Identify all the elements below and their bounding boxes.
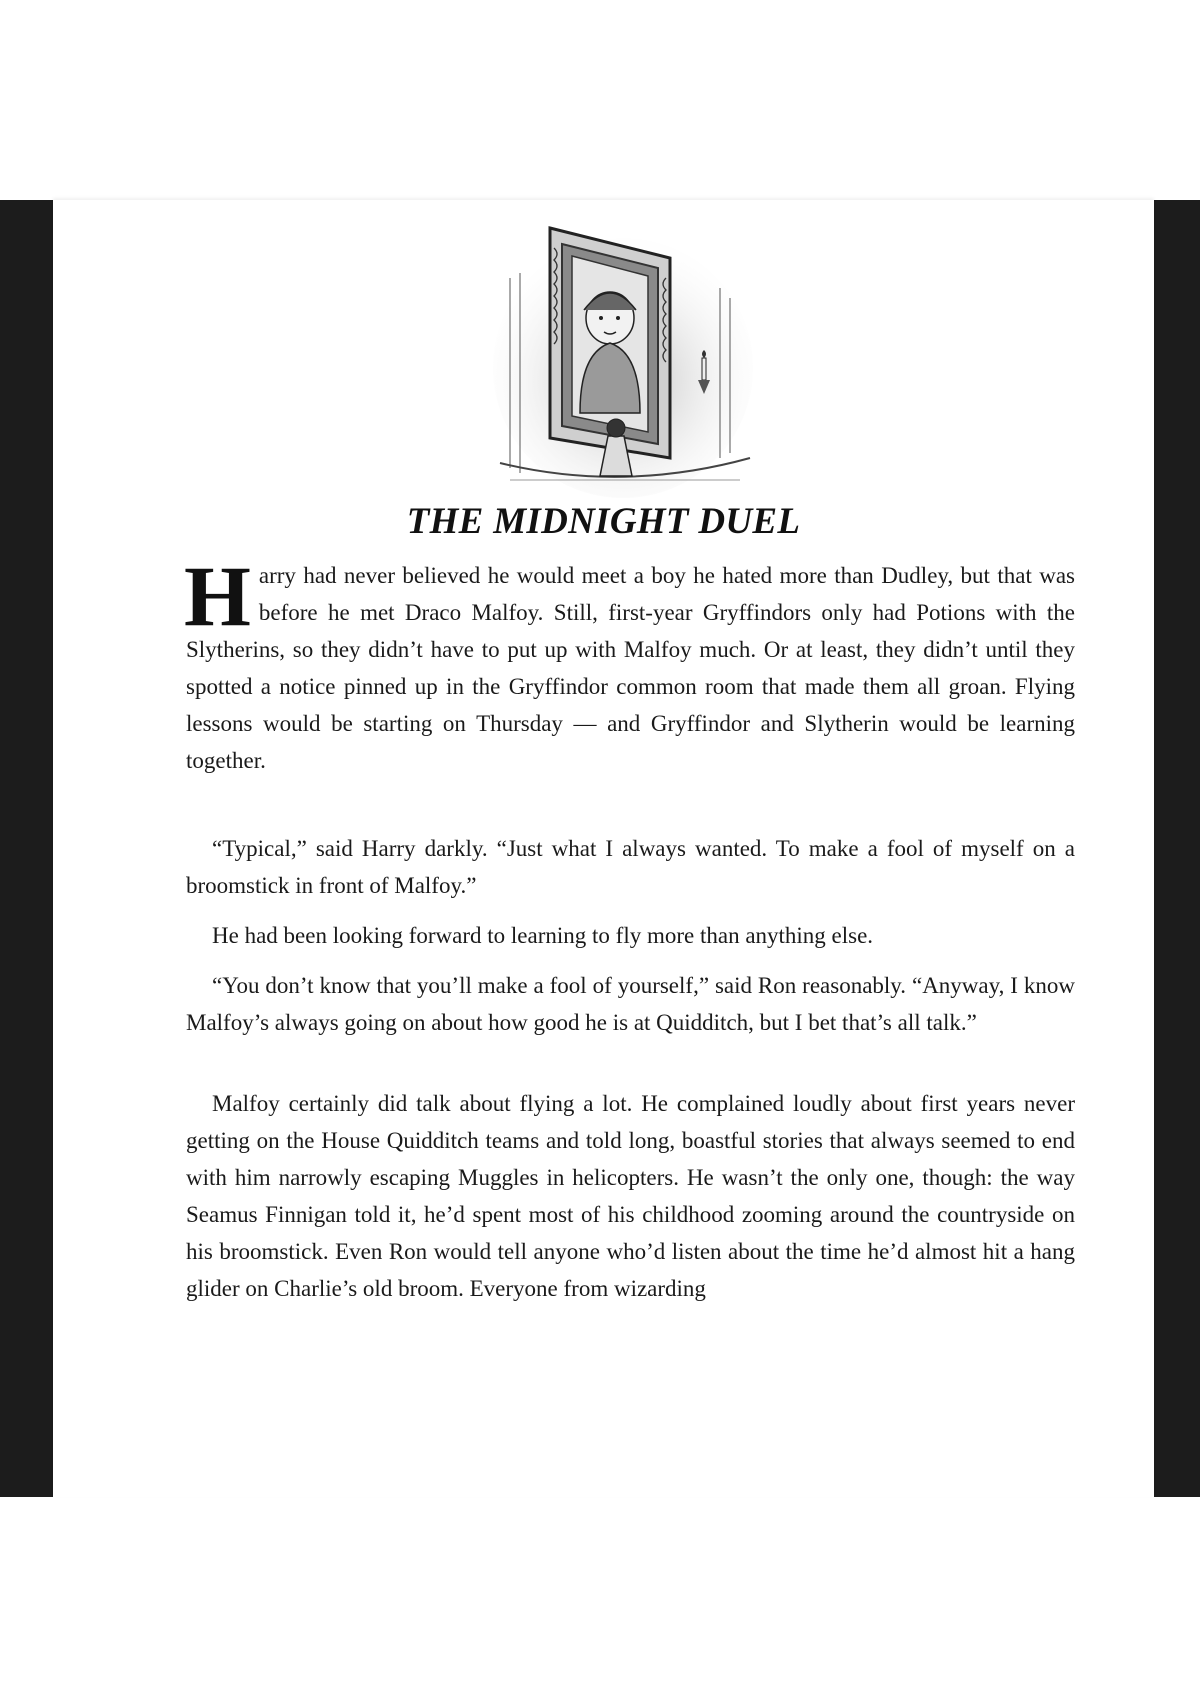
right-margin-bar [1154, 200, 1200, 1497]
paragraph-4 [186, 967, 1075, 1041]
paragraph-1 [184, 548, 1075, 779]
left-margin-bar [0, 200, 53, 1497]
paragraph-2-text: “Typical,” said Harry darkly. “Just what I always wanted. To make a fool of myself on a broomstick in front of Malfoy.” [186, 836, 1075, 898]
paragraph-3-text: He had been looking forward to learning to fly more than anything else. [212, 923, 874, 948]
drop-cap: H [184, 548, 251, 644]
paragraph-5 [186, 1085, 1075, 1307]
paragraph-2 [186, 830, 1075, 904]
paragraph-3 [186, 917, 1075, 954]
chapter-title: THE MIDNIGHT DUEL [406, 501, 801, 542]
portrait-frame-illustration-icon [480, 218, 766, 504]
book-page [53, 200, 1154, 1497]
paragraph-1-text: arry had never believed he would meet a boy he hated more than Dudley, but that was before he met Draco Malfoy. Still, first-year Gryffindors only had Potions with the Slytherins, so they didn’t have to put up with Malfoy much. Or at least, they didn’t until they spotted a notice pinned up in the Gryffindor common room that made them all groan. Flying lessons would be starting on Thursday — and Gryffindor and Slytherin would be learning together. [186, 563, 1075, 773]
paragraph-4-text: “You don’t know that you’ll make a fool of yourself,” said Ron reasonably. “Anyway, I know Malfoy’s always going on about how good he is at Quidditch, but I bet that’s all talk.” [186, 973, 1075, 1035]
paragraph-5-text: Malfoy certainly did talk about flying a lot. He complained loudly about first years never getting on the House Quidditch teams and told long, boastful stories that always seemed to end with him narrowly escaping Muggles in helicopters. He wasn’t the only one, though: the way Seamus Finnigan told it, he’d spent most of his childhood zooming around the countryside on his broomstick. Even Ron would tell anyone who’d listen about the time he’d almost hit a hang glider on Charlie’s old broom. Everyone from wizarding [186, 1091, 1075, 1301]
